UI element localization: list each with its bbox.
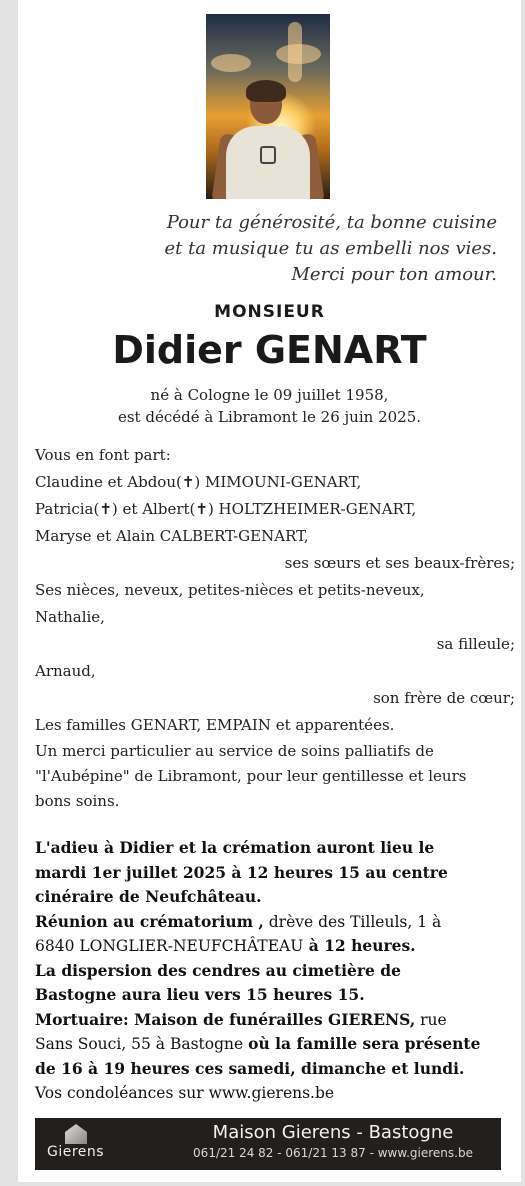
logo-wordmark: Gierens: [47, 1144, 105, 1160]
ceremony-details: [35, 836, 520, 1106]
family-line: Nathalie,: [35, 608, 105, 626]
ceremony-text: 6840 LONGLIER-NEUFCHÂTEAU: [35, 937, 304, 955]
ceremony-text-bold: Mortuaire: Maison de funérailles GIERENS,: [35, 1009, 416, 1029]
relation-role: son frère de cœur;: [373, 689, 515, 707]
quote-line: Pour ta générosité, ta bonne cuisine: [166, 212, 497, 233]
quote-line: et ta musique tu as embelli nos vies.: [164, 238, 497, 259]
ceremony-line: [35, 836, 520, 861]
ceremony-line: [35, 885, 520, 910]
shirt-emblem: [260, 146, 276, 164]
portrait-photo: [206, 14, 330, 199]
ceremony-line: [35, 910, 520, 935]
ceremony-text-bold: La dispersion des cendres au cimetière de: [35, 960, 401, 980]
family-line: Maryse et Alain CALBERT-GENART,: [35, 527, 309, 545]
birth-death-info: [18, 384, 521, 428]
ceremony-text-bold: Réunion au crématorium ,: [35, 911, 264, 931]
ceremony-text-bold: L'adieu à Didier et la crémation auront lieu le: [35, 838, 435, 857]
funeral-home-contact: 061/21 24 82 - 061/21 13 87 - www.gierens.be: [193, 1146, 473, 1160]
ceremony-text: rue: [415, 1010, 447, 1029]
ceremony-text-bold: de 16 à 19 heures ces samedi, dimanche et lundi.: [35, 1058, 465, 1078]
condolences-line: Vos condoléances sur www.gierens.be: [35, 1084, 335, 1102]
ceremony-text: Sans Souci, 55 à Bastogne: [35, 1035, 249, 1053]
gierens-logo: [47, 1122, 133, 1166]
cloud-shape: [288, 22, 302, 82]
ceremony-line: [35, 1057, 520, 1082]
funeral-home-name: Maison Gierens - Bastogne: [212, 1122, 454, 1143]
ceremony-text-bold: cinéraire de Neufchâteau.: [35, 887, 262, 906]
ceremony-line: [35, 983, 520, 1008]
ceremony-line: [35, 1008, 520, 1033]
ceremony-line: [35, 1032, 520, 1057]
family-line: Les familles GENART, EMPAIN et apparentées.: [35, 716, 395, 734]
thanks-line: "l'Aubépine" de Libramont, pour leur gentillesse et leurs: [35, 767, 467, 785]
ceremony-text-bold: où la famille sera présente: [248, 1034, 481, 1053]
quote-line: Merci pour ton amour.: [291, 264, 497, 285]
house-logo-icon: [65, 1124, 87, 1144]
funeral-home-banner: [35, 1118, 501, 1170]
birth-line: né à Cologne le 09 juillet 1958,: [150, 386, 389, 404]
ceremony-text: drève des Tilleuls, 1 à: [263, 912, 442, 931]
ceremony-line: [35, 934, 520, 959]
family-line: Patricia(✝) et Albert(✝) HOLTZHEIMER-GENART,: [35, 500, 417, 518]
family-line: Ses nièces, neveux, petites-nièces et petits-neveux,: [35, 581, 425, 599]
thanks-line: bons soins.: [35, 792, 120, 810]
deceased-name: Didier GENART: [112, 328, 427, 372]
ceremony-line: [35, 861, 520, 886]
honorific-title: MONSIEUR: [214, 302, 325, 322]
thanks-line: Un merci particulier au service de soins palliatifs de: [35, 742, 434, 760]
relation-role: ses sœurs et ses beaux-frères;: [284, 554, 515, 572]
ceremony-text-bold: à 12 heures.: [303, 936, 416, 955]
family-line: Claudine et Abdou(✝) MIMOUNI-GENART,: [35, 473, 362, 491]
memorial-quote: [137, 210, 497, 288]
family-line: Arnaud,: [35, 662, 96, 680]
ceremony-text-bold: Bastogne aura lieu vers 15 heures 15.: [35, 985, 365, 1004]
cloud-shape: [211, 54, 251, 72]
family-announcement: [35, 442, 515, 814]
relation-role: sa filleule;: [436, 635, 515, 653]
intro-line: Vous en font part:: [35, 446, 171, 464]
ceremony-text-bold: mardi 1er juillet 2025 à 12 heures 15 au centre: [35, 862, 448, 882]
ceremony-line: [35, 959, 520, 984]
hair-shape: [246, 80, 286, 102]
death-line: est décédé à Libramont le 26 juin 2025.: [117, 408, 422, 426]
